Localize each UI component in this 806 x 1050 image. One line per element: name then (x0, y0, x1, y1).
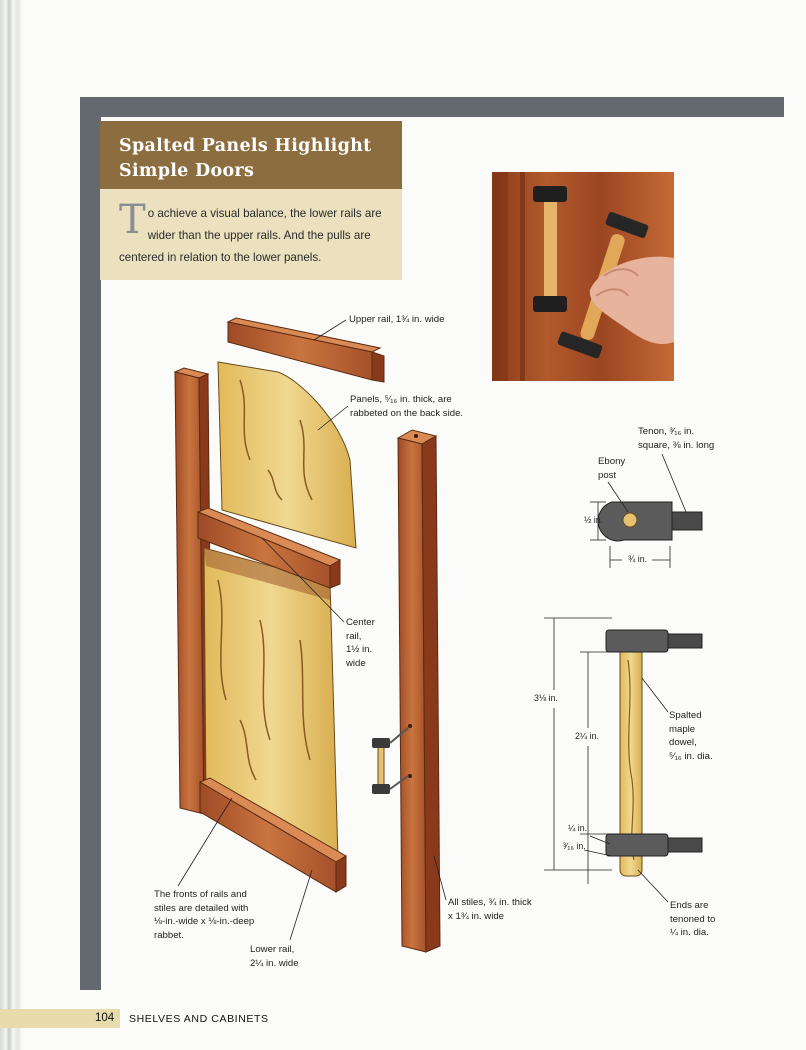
drop-cap: T (119, 197, 146, 243)
callout-ebony-post: Ebony post (598, 456, 626, 481)
page-title: Spalted Panels Highlight Simple Doors (119, 136, 372, 181)
dim-post-width: ¾ in. (628, 554, 648, 564)
right-stile (398, 430, 440, 952)
callout-tenon: Tenon, ³⁄₁₆ in. square, ⅜ in. long (638, 426, 715, 451)
dim-quarter: ¼ in. (568, 823, 588, 833)
section-title: SHELVES AND CABINETS (129, 1013, 269, 1025)
callout-dowel: Spalted maple dowel, ⁵⁄₁₆ in. dia. (669, 710, 713, 762)
callout-rabbet-fronts: The fronts of rails and stiles are detailed with ⅛-in.-wide x ⅛-in.-deep rabbet. (154, 889, 255, 941)
dim-three-sixteenths: ³⁄₁₆ in. (563, 841, 586, 851)
callout-stiles: All stiles, ¾ in. thick x 1¾ in. wide (448, 897, 532, 922)
callout-upper-rail: Upper rail, 1¾ in. wide (349, 314, 445, 325)
callout-panels: Panels, ⁵⁄₁₆ in. thick, are rabbeted on the back side. (350, 394, 464, 419)
dim-pull-between: 2¼ in. (575, 731, 599, 741)
callout-center-rail: Center rail, 1½ in. wide (346, 617, 375, 669)
dim-pull-overall: 3⅛ in. (534, 693, 558, 703)
intro-text: o achieve a visual balance, the lower rails are wider than the upper rails. And the pulls are centered in relation to the lower panels. (119, 207, 382, 264)
callout-tenoned-ends: Ends are tenoned to ¼ in. dia. (670, 900, 716, 938)
page-number: 104 (95, 1012, 115, 1024)
callout-lower-rail: Lower rail, 2¼ in. wide (250, 944, 299, 969)
dim-post-height: ½ in. (584, 515, 604, 525)
